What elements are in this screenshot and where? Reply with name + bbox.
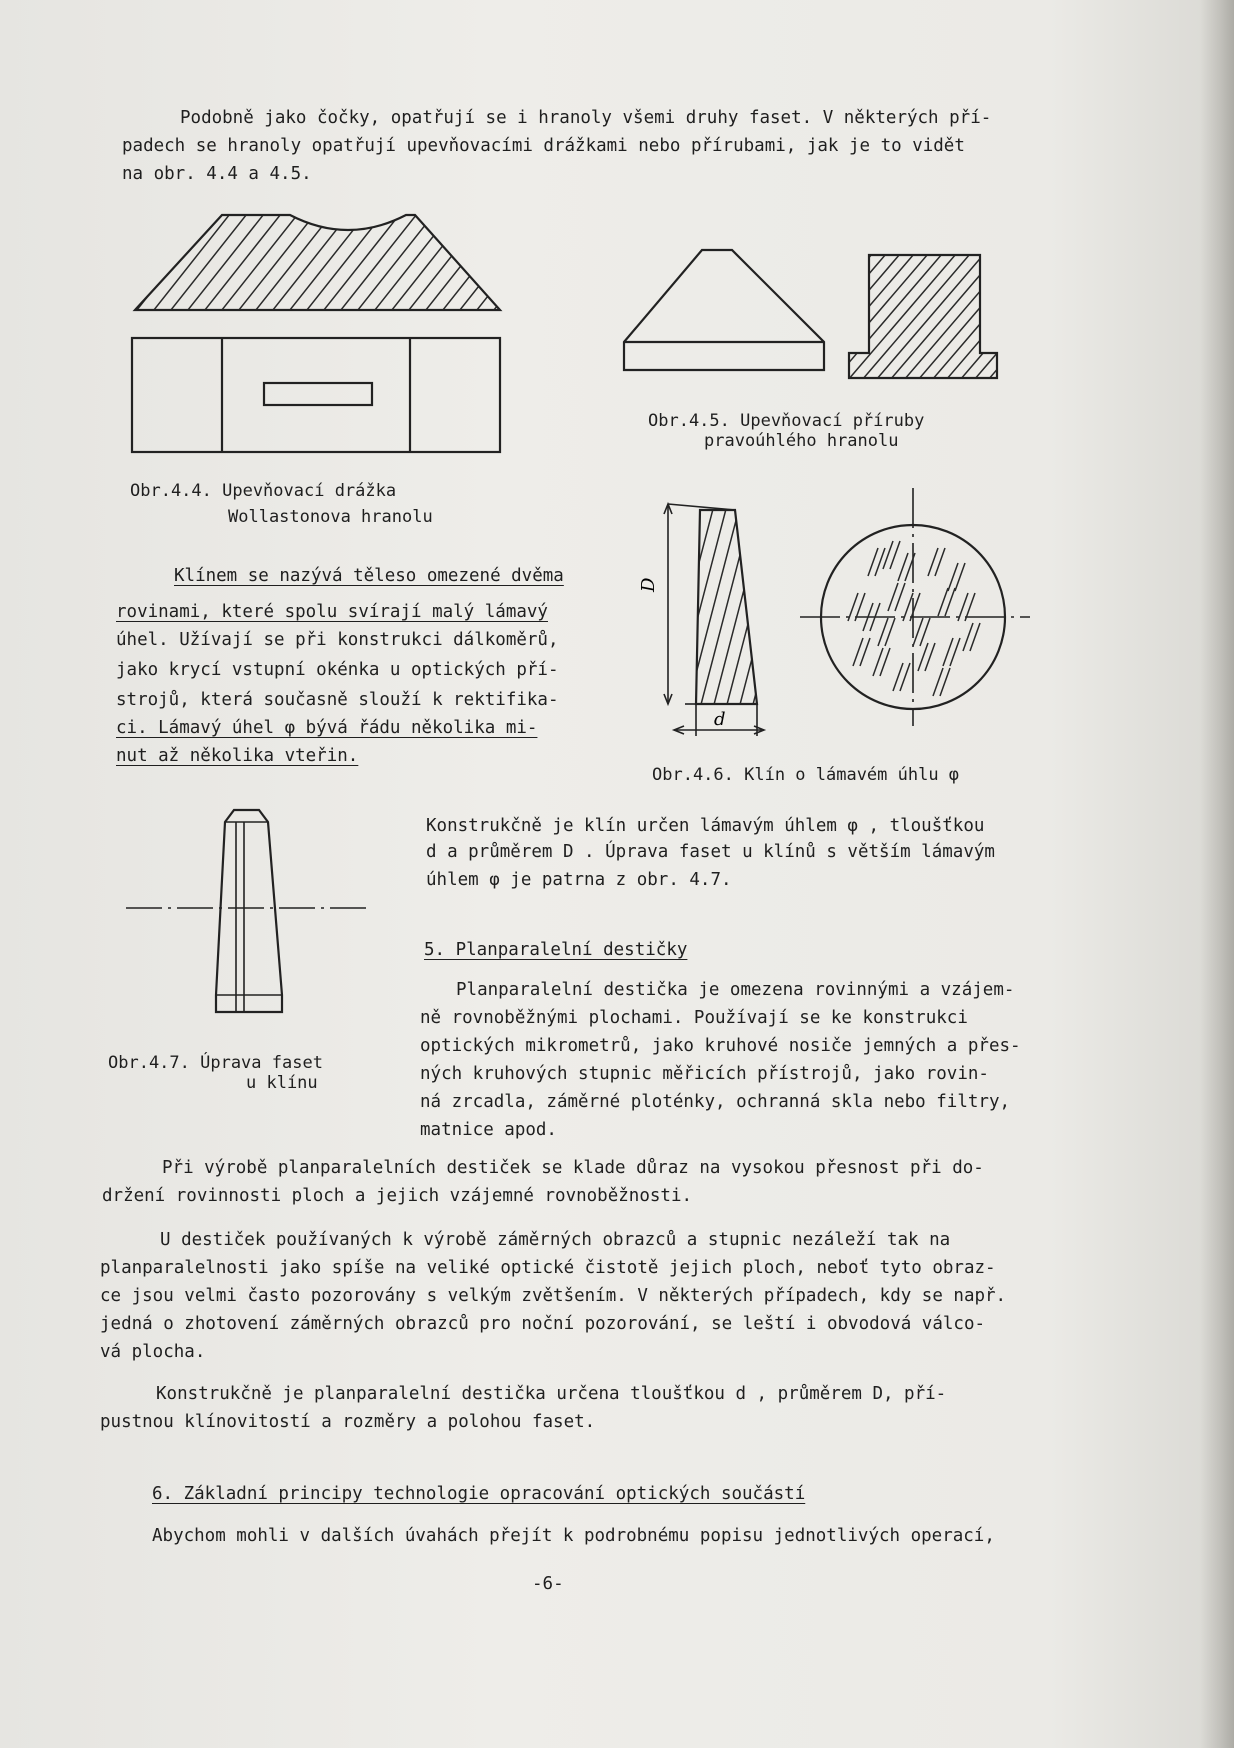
fig-4-7-caption-line-2: u klínu [246, 1073, 318, 1093]
para-plates-line-4: ných kruhových stupnic měřicích přístrojů, jako rovin- [420, 1064, 989, 1084]
para-prisms-line-1: Podobně jako čočky, opatřují se i hranoly všemi druhy faset. V některých pří- [180, 108, 992, 128]
figure-4-5 [620, 240, 1000, 380]
para-plates-line-3: optických mikrometrů, jako kruhové nosiče jemných a přes- [420, 1036, 1021, 1056]
para-wedge-line-1: Klínem se nazývá těleso omezené dvěma [174, 566, 564, 586]
fig-4-7-caption-line-1: Obr.4.7. Úprava faset [108, 1053, 323, 1073]
para-prisms-line-3: na obr. 4.4 a 4.5. [122, 164, 312, 184]
section-5-heading: 5. Planparalelní destičky [424, 940, 688, 960]
hatch-line [763, 486, 823, 716]
hatch-line [10, 200, 105, 320]
para-wedge-line-4: jako krycí vstupní okénka u optických pří- [116, 660, 559, 680]
hatch-line [469, 200, 564, 320]
para-wedge-line-5: strojů, která současně slouží k rektifika- [116, 690, 559, 710]
para-manufacture-line-1: Při výrobě planparalelních destiček se klade důraz na vysokou přesnost při do- [162, 1158, 984, 1178]
para-plates-line-5: ná zrcadla, záměrné ploténky, ochranná skla nebo filtry, [420, 1092, 1011, 1112]
para-last: Abychom mohli v dalších úvahách přejít k podrobnému popisu jednotlivých operací, [152, 1526, 995, 1546]
fig-4-5-caption-line-2: pravoúhlého hranolu [704, 431, 899, 451]
page-number: -6- [532, 1574, 564, 1594]
section-6-heading: 6. Základní principy technologie opracování optických součástí [152, 1484, 806, 1504]
para-plate-design-line-1: Konstrukčně je planparalelní destička určena tloušťkou d , průměrem D, pří- [156, 1384, 947, 1404]
hatch-line [698, 486, 758, 716]
para-wedge-design-line-2: d a průměrem D . Úprava faset u klínů s větším lámavým [426, 842, 995, 862]
fig-4-4-caption-line-2: Wollastonova hranolu [228, 507, 433, 527]
hatching [10, 200, 598, 320]
para-wedge-line-3: úhel. Užívají se při konstrukci dálkoměrů, [116, 630, 559, 650]
para-plates-line-2: ně rovnoběžnými plochami. Používají se ke konstrukci [420, 1008, 968, 1028]
para-prisms-line-2: padech se hranoly opatřují upevňovacími drážkami nebo přírubami, jak je to vidět [122, 136, 965, 156]
para-reticles-line-4: jedná o zhotovení záměrných obrazců pro noční pozorování, se leští i obvodová válco- [100, 1314, 986, 1334]
hatch-line [974, 240, 1094, 380]
hatching [848, 541, 980, 696]
para-reticles-line-1: U destiček používaných k výrobě záměrných obrazců a stupnic nezáleží tak na [160, 1230, 951, 1250]
label-d: d [714, 709, 726, 730]
para-wedge-design-line-3: úhlem φ je patrna z obr. 4.7. [426, 870, 732, 890]
label-D: D [638, 577, 659, 592]
figure-4-6 [600, 486, 1040, 746]
para-reticles-line-2: planparalelnosti jako spíše na veliké optické čistotě jejich ploch, neboť tyto obraz- [100, 1258, 996, 1278]
figure-4-7 [120, 800, 390, 1020]
page-edge-shadow [1200, 0, 1234, 1748]
para-plates-line-1: Planparalelní destička je omezena rovinnými a vzájem- [456, 980, 1015, 1000]
fig-4-5-caption-line-1: Obr.4.5. Upevňovací příruby [648, 411, 925, 431]
hatch-line [503, 200, 598, 320]
hatch-line [672, 486, 732, 716]
hatch-line [486, 200, 581, 320]
fig-4-4-caption-line-1: Obr.4.4. Upevňovací drážka [130, 481, 397, 501]
para-reticles-line-5: vá plocha. [100, 1342, 206, 1362]
hatch-line [44, 200, 139, 320]
hatch-line [620, 486, 680, 716]
para-wedge-design-line-1: Konstrukčně je klín určen lámavým úhlem φ , tloušťkou [426, 816, 985, 836]
hatch-line [27, 200, 122, 320]
hatch-line [452, 200, 547, 320]
fig-4-6-caption: Obr.4.6. Klín o lámavém úhlu φ [652, 765, 960, 785]
para-wedge-line-7: nut až několika vteřin. [116, 746, 359, 766]
para-manufacture-line-2: držení rovinnosti ploch a jejich vzájemné rovnoběžnosti. [102, 1186, 693, 1206]
para-wedge-line-2: rovinami, které spolu svírají malý lámavý [116, 602, 548, 622]
hatching [750, 240, 1108, 380]
para-reticles-line-3: ce jsou velmi často pozorovány s velkým zvětšením. V některých případech, kdy se např. [100, 1286, 1007, 1306]
hatch-line [633, 486, 693, 716]
figure-4-4 [130, 200, 510, 460]
para-plates-line-6: matnice apod. [420, 1120, 557, 1140]
para-wedge-line-6: ci. Lámavý úhel φ bývá řádu několika mi- [116, 718, 538, 738]
hatch-line [988, 240, 1108, 380]
hatch-line [711, 486, 771, 716]
hatch-line [78, 200, 173, 320]
para-plate-design-line-2: pustnou klínovitostí a rozměry a polohou faset. [100, 1412, 596, 1432]
hatch-line [750, 486, 810, 716]
